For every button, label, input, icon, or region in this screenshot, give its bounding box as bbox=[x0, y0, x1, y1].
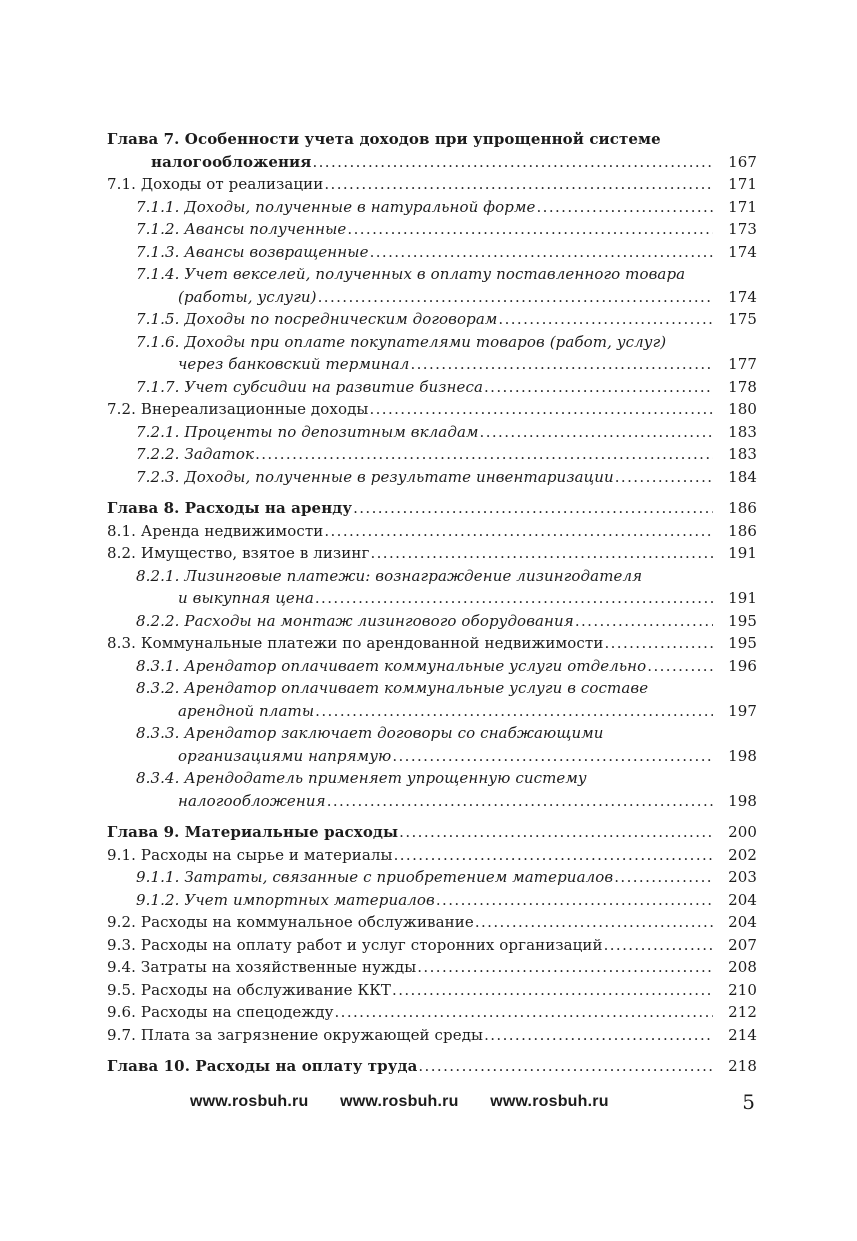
toc-entry-title: 8.2.2. Расходы на монтаж лизингового оборудования bbox=[136, 611, 574, 630]
dot-leader bbox=[537, 196, 714, 219]
table-of-contents bbox=[107, 128, 757, 1078]
toc-subsection-entry[interactable] bbox=[107, 767, 757, 812]
dot-leader bbox=[255, 443, 713, 466]
dot-leader bbox=[369, 398, 713, 421]
dot-leader bbox=[347, 218, 713, 241]
toc-page-number: 197 bbox=[728, 701, 757, 720]
dot-leader bbox=[392, 745, 713, 768]
toc-page-number: 212 bbox=[728, 1003, 757, 1021]
toc-chapter-entry[interactable] bbox=[107, 1055, 757, 1078]
toc-entry-title: 8.2.1. Лизинговые платежи: вознаграждение лизингодателя bbox=[136, 566, 643, 585]
toc-page-number: 198 bbox=[728, 791, 757, 810]
footer-website-link[interactable]: www.rosbuh.ru bbox=[190, 1093, 309, 1110]
toc-subsection-entry[interactable] bbox=[107, 376, 757, 399]
toc-page-number: 177 bbox=[728, 355, 757, 373]
toc-entry-title: 9.1.1. Затраты, связанные с приобретением материалов bbox=[136, 868, 614, 886]
dot-leader bbox=[475, 911, 713, 934]
toc-subsection-entry[interactable] bbox=[107, 722, 757, 767]
toc-page-number: 191 bbox=[728, 589, 757, 607]
dot-leader bbox=[647, 655, 713, 678]
toc-entry-title: Глава 7. Особенности учета доходов при упрощенной системе bbox=[107, 130, 661, 148]
dot-leader bbox=[436, 889, 713, 912]
dot-leader bbox=[604, 934, 713, 957]
toc-page-number: 195 bbox=[728, 611, 757, 630]
toc-subsection-entry[interactable] bbox=[107, 241, 757, 264]
toc-page-number: 171 bbox=[728, 175, 757, 193]
toc-entry-title: 8.3.2. Арендатор оплачивает коммунальные услуги в составе bbox=[136, 679, 649, 697]
toc-page-number: 174 bbox=[728, 287, 757, 306]
footer-website-link[interactable]: www.rosbuh.ru bbox=[340, 1093, 459, 1110]
toc-section-entry[interactable] bbox=[107, 956, 757, 979]
dot-leader bbox=[615, 466, 713, 489]
dot-leader bbox=[315, 700, 713, 723]
toc-entry-title: 9.2. Расходы на коммунальное обслуживание bbox=[107, 913, 474, 931]
toc-subsection-entry[interactable] bbox=[107, 218, 757, 241]
toc-page-number: 173 bbox=[728, 220, 757, 238]
dot-leader bbox=[417, 956, 713, 979]
dot-leader bbox=[418, 1055, 713, 1078]
toc-entry-title: 9.1.2. Учет импортных материалов bbox=[136, 890, 435, 909]
dot-leader bbox=[604, 632, 713, 655]
toc-page-number: 186 bbox=[728, 499, 757, 517]
toc-entry-title: 7.1.3. Авансы возвращенные bbox=[136, 242, 369, 261]
toc-subsection-entry[interactable] bbox=[107, 655, 757, 678]
toc-page-number: 208 bbox=[728, 958, 757, 976]
toc-subsection-entry[interactable] bbox=[107, 677, 757, 722]
toc-subsection-entry[interactable] bbox=[107, 196, 757, 219]
toc-entry-title: налогообложения bbox=[151, 152, 312, 171]
toc-page-number: 210 bbox=[728, 980, 757, 999]
toc-subsection-entry[interactable] bbox=[107, 889, 757, 912]
toc-entry-title: 7.1.6. Доходы при оплате покупателями товаров (работ, услуг) bbox=[136, 332, 667, 351]
dot-leader bbox=[327, 790, 713, 813]
toc-entry-title: 7.1.1. Доходы, полученные в натуральной форме bbox=[136, 197, 536, 216]
toc-entry-title: 9.4. Затраты на хозяйственные нужды bbox=[107, 958, 417, 976]
toc-entry-title: Глава 8. Расходы на аренду bbox=[107, 499, 353, 517]
toc-section-entry[interactable] bbox=[107, 844, 757, 867]
toc-entry-title: 9.1. Расходы на сырье и материалы bbox=[107, 845, 393, 864]
toc-subsection-entry[interactable] bbox=[107, 610, 757, 633]
toc-page-number: 174 bbox=[728, 242, 757, 261]
toc-entry-title: 9.6. Расходы на спецодежду bbox=[107, 1003, 334, 1021]
dot-leader bbox=[335, 1001, 714, 1024]
toc-chapter-entry[interactable] bbox=[107, 128, 757, 173]
page-footer bbox=[0, 1090, 857, 1119]
dot-leader bbox=[394, 844, 713, 867]
toc-entry-title: 7.2.1. Проценты по депозитным вкладам bbox=[136, 422, 479, 441]
dot-leader bbox=[324, 173, 713, 196]
toc-page-number: 198 bbox=[728, 746, 757, 765]
toc-entry-title: 7.2. Внереализационные доходы bbox=[107, 400, 369, 418]
dot-leader bbox=[370, 542, 713, 565]
toc-page-number: 218 bbox=[728, 1057, 757, 1075]
toc-page-number: 175 bbox=[728, 310, 757, 328]
toc-entry-title: Глава 10. Расходы на оплату труда bbox=[107, 1057, 418, 1075]
toc-page-number: 180 bbox=[728, 400, 757, 418]
toc-subsection-entry[interactable] bbox=[107, 331, 757, 376]
toc-section-entry[interactable] bbox=[107, 979, 757, 1002]
toc-entry-title: Глава 9. Материальные расходы bbox=[107, 823, 399, 841]
toc-page-number: 196 bbox=[728, 656, 757, 675]
toc-page-number: 183 bbox=[728, 422, 757, 441]
toc-section-entry[interactable] bbox=[107, 911, 757, 934]
toc-page-number: 200 bbox=[728, 823, 757, 841]
footer-website-link[interactable]: www.rosbuh.ru bbox=[490, 1093, 609, 1110]
toc-subsection-entry[interactable] bbox=[107, 443, 757, 466]
toc-page-number: 202 bbox=[728, 845, 757, 864]
toc-section-entry[interactable] bbox=[107, 1024, 757, 1047]
toc-entry-title: 9.5. Расходы на обслуживание ККТ bbox=[107, 980, 392, 999]
dot-leader bbox=[370, 241, 713, 264]
dot-leader bbox=[575, 610, 713, 633]
toc-entry-title: 8.3.1. Арендатор оплачивает коммунальные услуги отдельно bbox=[136, 656, 647, 675]
toc-entry-title: 7.2.3. Доходы, полученные в результате инвентаризации bbox=[136, 467, 614, 486]
toc-page-number: 203 bbox=[728, 868, 757, 886]
toc-subsection-entry[interactable] bbox=[107, 308, 757, 331]
toc-section-entry[interactable] bbox=[107, 398, 757, 421]
dot-leader bbox=[399, 821, 713, 844]
toc-page-number: 195 bbox=[728, 634, 757, 652]
toc-page-number: 183 bbox=[728, 445, 757, 463]
toc-page-number: 171 bbox=[728, 197, 757, 216]
toc-section-entry[interactable] bbox=[107, 1001, 757, 1024]
toc-page-number: 184 bbox=[728, 467, 757, 486]
footer-websites bbox=[190, 1093, 636, 1111]
toc-entry-title: и выкупная цена bbox=[178, 589, 314, 607]
toc-entry-title: 8.3.3. Арендатор заключает договоры со снабжающими bbox=[136, 724, 604, 742]
toc-entry-title: 8.2. Имущество, взятое в лизинг bbox=[107, 544, 370, 562]
toc-entry-title: 9.7. Плата за загрязнение окружающей среды bbox=[107, 1025, 484, 1044]
dot-leader bbox=[498, 308, 713, 331]
dot-leader bbox=[392, 979, 713, 1002]
toc-section-entry[interactable] bbox=[107, 520, 757, 543]
toc-chapter-entry[interactable] bbox=[107, 821, 757, 844]
dot-leader bbox=[484, 1024, 713, 1047]
toc-section-entry[interactable] bbox=[107, 934, 757, 957]
toc-entry-title: 7.2.2. Задаток bbox=[136, 445, 255, 463]
toc-entry-title: 7.1.4. Учет векселей, полученных в оплату поставленного товара bbox=[136, 265, 686, 283]
toc-section-entry[interactable] bbox=[107, 542, 757, 565]
page-number: 5 bbox=[742, 1090, 755, 1114]
toc-page-number: 204 bbox=[728, 890, 757, 909]
toc-section-entry[interactable] bbox=[107, 632, 757, 655]
toc-entry-title: 8.3. Коммунальные платежи по арендованной недвижимости bbox=[107, 634, 604, 652]
dot-leader bbox=[614, 866, 713, 889]
toc-entry-title: 8.3.4. Арендодатель применяет упрощенную систему bbox=[136, 769, 587, 787]
toc-page-number: 186 bbox=[728, 521, 757, 540]
toc-section-entry[interactable] bbox=[107, 173, 757, 196]
toc-entry-title: (работы, услуги) bbox=[178, 287, 317, 306]
toc-page-number: 207 bbox=[728, 935, 757, 954]
toc-entry-title: 7.1. Доходы от реализации bbox=[107, 175, 324, 193]
dot-leader bbox=[484, 376, 713, 399]
toc-entry-title: организациями напрямую bbox=[178, 746, 392, 765]
toc-subsection-entry[interactable] bbox=[107, 421, 757, 444]
dot-leader bbox=[324, 520, 713, 543]
toc-entry-title: 7.1.2. Авансы полученные bbox=[136, 220, 347, 238]
toc-entry-title: 9.3. Расходы на оплату работ и услуг сторонних организаций bbox=[107, 935, 603, 954]
toc-entry-title: 8.1. Аренда недвижимости bbox=[107, 521, 324, 540]
toc-entry-title: 7.1.7. Учет субсидии на развитие бизнеса bbox=[136, 377, 483, 396]
toc-entry-title: налогообложения bbox=[178, 791, 326, 810]
toc-entry-title: 7.1.5. Доходы по посредническим договорам bbox=[136, 310, 498, 328]
toc-chapter-entry[interactable] bbox=[107, 497, 757, 520]
dot-leader bbox=[312, 151, 713, 174]
toc-page-number: 167 bbox=[728, 152, 757, 171]
toc-subsection-entry[interactable] bbox=[107, 866, 757, 889]
dot-leader bbox=[318, 286, 713, 309]
toc-page-number: 204 bbox=[728, 913, 757, 931]
dot-leader bbox=[315, 587, 713, 610]
toc-entry-title: через банковский терминал bbox=[178, 355, 410, 373]
toc-page-number: 191 bbox=[728, 544, 757, 562]
toc-page-number: 178 bbox=[728, 377, 757, 396]
toc-page-number: 214 bbox=[728, 1025, 757, 1044]
toc-subsection-entry[interactable] bbox=[107, 565, 757, 610]
toc-entry-title: арендной платы bbox=[178, 701, 315, 720]
dot-leader bbox=[480, 421, 713, 444]
toc-subsection-entry[interactable] bbox=[107, 466, 757, 489]
dot-leader bbox=[353, 497, 713, 520]
toc-subsection-entry[interactable] bbox=[107, 263, 757, 308]
dot-leader bbox=[410, 353, 713, 376]
